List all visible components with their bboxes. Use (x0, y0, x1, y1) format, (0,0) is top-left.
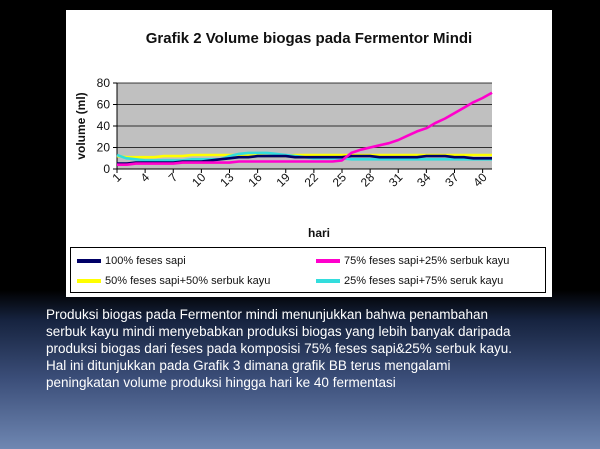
legend-item-1 (77, 255, 186, 267)
x-tick-label-4: 13 (217, 170, 237, 190)
x-tick-label-11: 34 (414, 170, 434, 190)
caption-line-5: peningkatan volume produksi hingga hari ke 40 fermentasi (46, 375, 396, 390)
legend-item-3 (77, 275, 270, 287)
chart-title: Grafik 2 Volume biogas pada Fermentor Mindi (145, 30, 473, 47)
y-axis-label: volume (ml) (74, 92, 88, 160)
legend-item-2 (316, 255, 509, 267)
legend-label-3: 50% feses sapi+50% serbuk kayu (105, 275, 271, 287)
line-chart (66, 10, 552, 240)
x-tick-label-6: 19 (273, 170, 293, 190)
x-tick-label-7: 22 (301, 170, 321, 190)
x-tick-label-8: 25 (329, 170, 350, 190)
caption-text (46, 306, 576, 391)
x-axis-label: hari (307, 226, 330, 240)
legend-label-2: 75% feses sapi+25% serbuk kayu (344, 255, 510, 267)
caption-line-1: Produksi biogas pada Fermentor mindi menunjukkan bahwa penambahan (46, 307, 489, 322)
legend-swatch-3 (77, 279, 101, 283)
x-tick-label-12: 37 (442, 170, 462, 190)
x-tick-label-0: 1 (109, 170, 125, 185)
x-tick-label-2: 7 (165, 170, 181, 185)
x-tick-label-10: 31 (386, 170, 406, 190)
legend-swatch-4 (316, 279, 340, 283)
chart-legend (70, 247, 546, 293)
caption-line-4: Hal ini ditunjukkan pada Grafik 3 dimana grafik BB terus mengalami (46, 358, 451, 373)
legend-item-4 (316, 275, 503, 287)
y-tick-label-3: 60 (96, 97, 110, 112)
chart-panel (66, 10, 552, 297)
legend-label-4: 25% feses sapi+75% seruk kayu (344, 275, 504, 287)
x-tick-label-3: 10 (189, 170, 209, 190)
caption-line-3: produksi biogas dari feses pada komposisi 75% feses sapi&25% serbuk kayu. (46, 341, 513, 356)
x-tick-label-5: 16 (245, 170, 265, 190)
y-tick-label-0: 0 (103, 162, 110, 176)
y-tick-label-2: 40 (96, 119, 110, 133)
x-tick-label-13: 40 (470, 170, 490, 190)
y-tick-label-4: 80 (96, 76, 110, 90)
caption-line-2: serbuk kayu mindi menyebabkan produksi biogas yang lebih banyak daripada (46, 324, 511, 339)
legend-label-1: 100% feses sapi (105, 255, 186, 267)
x-tick-label-1: 4 (137, 170, 153, 185)
x-tick-label-9: 28 (357, 170, 378, 190)
y-tick-label-1: 20 (96, 140, 110, 155)
legend-swatch-2 (316, 259, 340, 263)
legend-swatch-1 (77, 259, 101, 263)
